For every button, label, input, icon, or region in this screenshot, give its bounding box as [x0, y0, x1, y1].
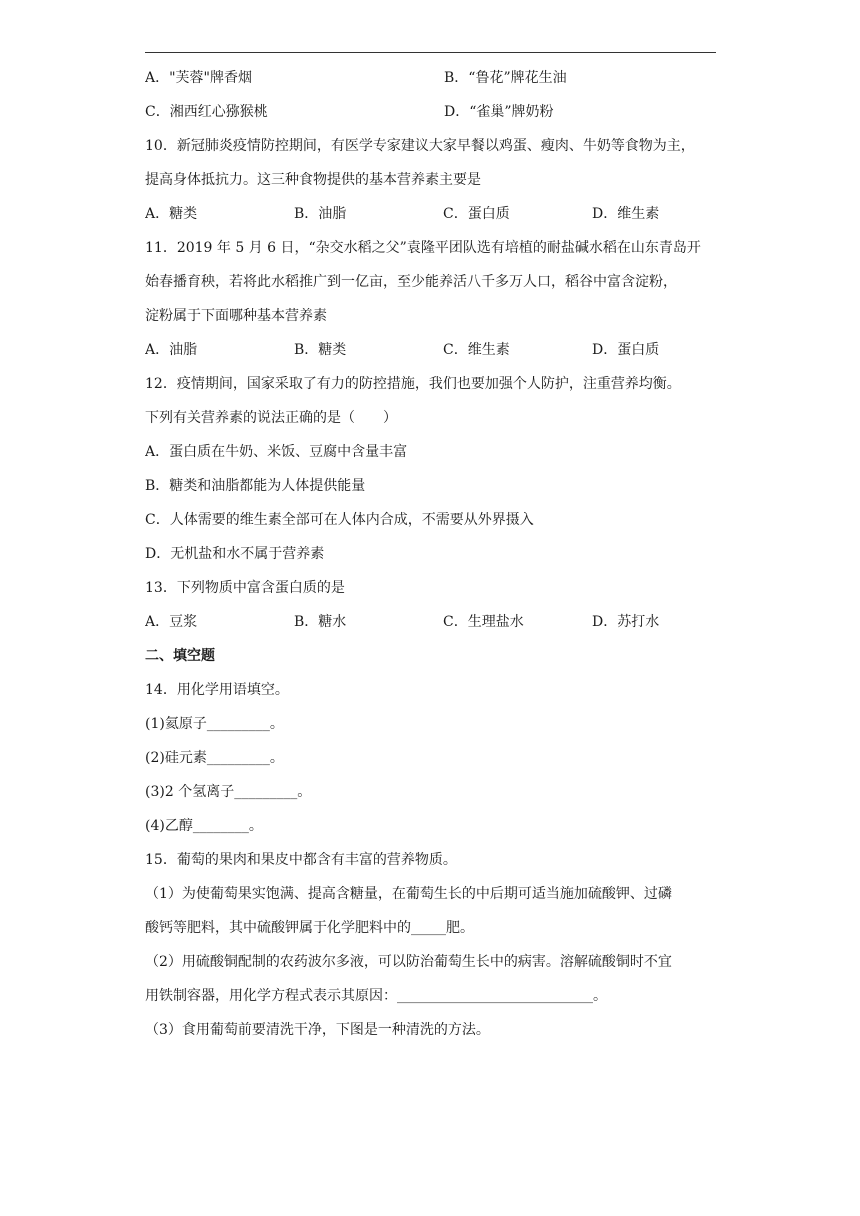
q9-options-row-2: [145, 102, 719, 136]
q14-item-1[interactable]: (1)氦原子_________。: [145, 716, 284, 732]
q12-stem-line-2: 下列有关营养素的说法正确的是（ ）: [145, 410, 397, 426]
q15-part3-line-1: （3）食用葡萄前要清洗干净，下图是一种清洗的方法。: [145, 1022, 490, 1038]
q12-stem-line-1: 12．疫情期间，国家采取了有力的防控措施，我们也要加强个人防护，注重营养均衡。: [145, 376, 681, 392]
q9-options-row-1: [145, 68, 719, 102]
q13-option-d[interactable]: D．苏打水: [592, 614, 660, 630]
q15-stem: 15．葡萄的果肉和果皮中都含有丰富的营养物质。: [145, 852, 457, 868]
q10-options: [145, 204, 719, 238]
q11-stem-line-3: 淀粉属于下面哪种基本营养素: [145, 308, 327, 324]
q11-options: [145, 340, 719, 374]
q9-option-b[interactable]: B．“鲁花”牌花生油: [444, 70, 567, 86]
q12-option-b[interactable]: B．糖类和油脂都能为人体提供能量: [145, 478, 366, 494]
q10-stem-line-2: 提高身体抵抗力。这三种食物提供的基本营养素主要是: [145, 172, 481, 188]
q9-option-a[interactable]: A．"芙蓉"牌香烟: [145, 70, 252, 86]
q11-stem-line-1: 11．2019 年 5 月 6 日，“杂交水稻之父”袁隆平团队选有培植的耐盐碱水稻在山东青岛开: [145, 240, 701, 256]
q11-option-b[interactable]: B．糖类: [294, 342, 347, 358]
q11-option-d[interactable]: D．蛋白质: [592, 342, 660, 358]
header-rule: [145, 52, 716, 53]
q9-option-d[interactable]: D．“雀巢”牌奶粉: [444, 104, 554, 120]
section-heading-fill-in: 二、填空题: [145, 648, 215, 664]
q15-part1-line-2[interactable]: 酸钙等肥料，其中硫酸钾属于化学肥料中的_____肥。: [145, 920, 474, 936]
q10-option-b[interactable]: B．油脂: [294, 206, 347, 222]
q13-option-a[interactable]: A．豆浆: [145, 614, 198, 630]
q14-item-4[interactable]: (4)乙醇________。: [145, 818, 263, 834]
q12-option-c[interactable]: C．人体需要的维生素全部可在人体内合成，不需要从外界摄入: [145, 512, 534, 528]
q13-option-b[interactable]: B．糖水: [294, 614, 347, 630]
q11-option-a[interactable]: A．油脂: [145, 342, 198, 358]
q11-option-c[interactable]: C．维生素: [443, 342, 510, 358]
q10-stem-line-1: 10．新冠肺炎疫情防控期间，有医学专家建议大家早餐以鸡蛋、瘦肉、牛奶等食物为主，: [145, 138, 695, 154]
q13-stem: 13．下列物质中富含蛋白质的是: [145, 580, 345, 596]
q10-option-d[interactable]: D．维生素: [592, 206, 660, 222]
q13-option-c[interactable]: C．生理盐水: [443, 614, 524, 630]
q14-item-2[interactable]: (2)硅元素_________。: [145, 750, 284, 766]
q13-options: [145, 612, 719, 646]
q15-part2-line-2[interactable]: 用铁制容器，用化学方程式表示其原因：____________________________。: [145, 988, 607, 1004]
q12-option-a[interactable]: A．蛋白质在牛奶、米饭、豆腐中含量丰富: [145, 444, 408, 460]
q10-option-c[interactable]: C．蛋白质: [443, 206, 510, 222]
exam-page-content: [145, 68, 719, 1054]
q15-part1-line-1: （1）为使葡萄果实饱满、提高含糖量，在葡萄生长的中后期可适当施加硫酸钾、过磷: [145, 886, 672, 902]
q14-stem: 14．用化学用语填空。: [145, 682, 289, 698]
q12-option-d[interactable]: D．无机盐和水不属于营养素: [145, 546, 325, 562]
q14-item-3[interactable]: (3)2 个氢离子_________。: [145, 784, 312, 800]
q11-stem-line-2: 始春播育秧，若将此水稻推广到一亿亩，至少能养活八千多万人口，稻谷中富含淀粉，: [145, 274, 677, 290]
q9-option-c[interactable]: C．湘西红心猕猴桃: [145, 104, 268, 120]
q15-part2-line-1: （2）用硫酸铜配制的农药波尔多液，可以防治葡萄生长中的病害。溶解硫酸铜时不宜: [145, 954, 672, 970]
q10-option-a[interactable]: A．糖类: [145, 206, 198, 222]
